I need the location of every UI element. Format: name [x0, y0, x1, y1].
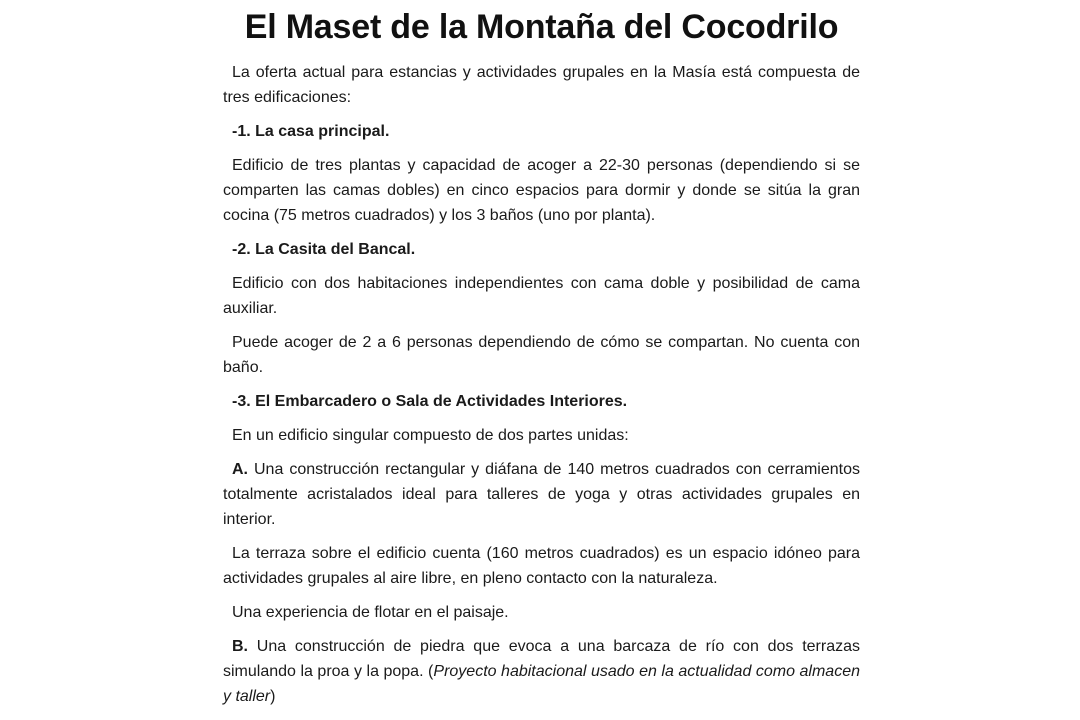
part-a-label: A.: [232, 461, 248, 478]
part-b-paragraph: [223, 634, 860, 709]
part-a-text: Una construcción rectangular y diáfana de 140 metros cuadrados con cerramientos totalmente acristalados ideal para talleres de yoga y otras actividades grupales en interior.: [223, 461, 860, 528]
section-heading-casita-bancal: -2. La Casita del Bancal.: [232, 241, 416, 258]
section-heading-casa-principal: -1. La casa principal.: [232, 123, 390, 140]
section-paragraph: Edificio con dos habitaciones independientes con cama doble y posibilidad de cama auxiliar.: [223, 275, 860, 317]
part-b-label: B.: [232, 638, 248, 655]
part-a-extra-paragraph: Una experiencia de flotar en el paisaje.: [232, 604, 509, 621]
document-page: [223, 4, 860, 718]
part-a-paragraph: [223, 457, 860, 532]
part-b-close: ): [270, 688, 276, 705]
document-title: El Maset de la Montaña del Cocodrilo: [244, 8, 839, 46]
part-b-text: Una construcción de piedra que evoca a una barcaza de río con dos terrazas simulando la proa y la popa. (: [223, 638, 860, 680]
section-paragraph: En un edificio singular compuesto de dos partes unidas:: [232, 427, 629, 444]
section-heading-embarcadero: -3. El Embarcadero o Sala de Actividades Interiores.: [232, 393, 628, 410]
intro-paragraph: La oferta actual para estancias y actividades grupales en la Masía está compuesta de tres edificaciones:: [223, 64, 860, 106]
section-paragraph: Edificio de tres plantas y capacidad de acoger a 22-30 personas (dependiendo si se comparten las camas dobles) en cinco espacios para dormir y donde se sitúa la gran cocina (75 metros cuadrados) y los 3 baños (uno por planta).: [223, 157, 860, 224]
part-b-italic-note: Proyecto habitacional usado en la actualidad como almacen y taller: [223, 663, 861, 705]
part-a-extra-paragraph: La terraza sobre el edificio cuenta (160 metros cuadrados) es un espacio idóneo para actividades grupales al aire libre, en pleno contacto con la naturaleza.: [223, 545, 860, 587]
section-paragraph: Puede acoger de 2 a 6 personas dependiendo de cómo se compartan. No cuenta con baño.: [223, 334, 860, 376]
